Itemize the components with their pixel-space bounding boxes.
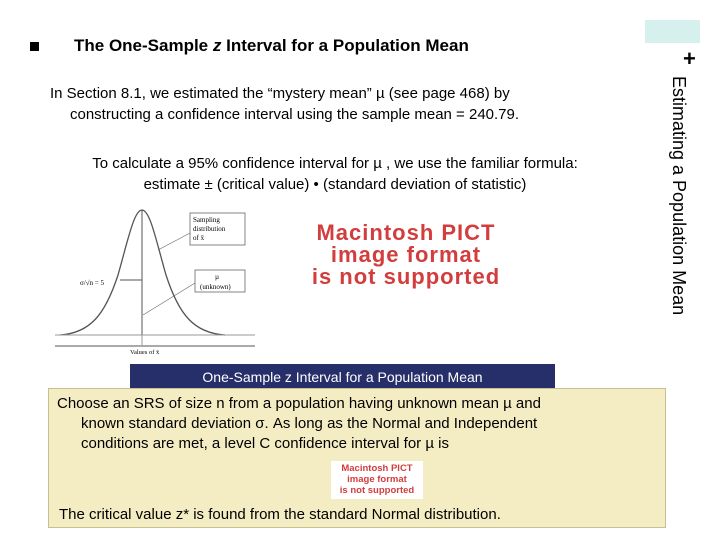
intro-paragraph: In Section 8.1, we estimated the “mystery mean” µ (see page 468) by constructing a confidence interval using the sample mean = 240.79. — [50, 85, 520, 123]
formula-image-placeholder: Macintosh PICT image format is not supported — [331, 461, 423, 499]
svg-text:of x̄: of x̄ — [193, 234, 205, 242]
slide-title: The One-Sample z Interval for a Population Mean — [74, 36, 469, 55]
title-bullet — [30, 42, 39, 51]
image-placeholder: Macintosh PICT image format is not supported — [275, 222, 537, 294]
plus-icon: + — [683, 46, 696, 71]
box-header: One-Sample z Interval for a Population Mean — [130, 364, 555, 388]
svg-text:distribution: distribution — [193, 225, 226, 233]
svg-text:Values of x̄: Values of x̄ — [130, 349, 160, 355]
svg-text:Sampling: Sampling — [193, 216, 220, 224]
svg-text:µ: µ — [215, 273, 220, 281]
definition-box: Choose an SRS of size n from a population having unknown mean µ and known standard deviation σ. As long as the Normal and Independent conditions are met, a level C confidence interval for µ is Macintosh PICT image format is not supported The critical value z* is found from the standard Normal distribution. — [48, 388, 666, 528]
formula-paragraph: To calculate a 95% confidence interval for µ , we use the familiar formula: estimate ± (critical value) • (standard deviation of statistic) — [92, 155, 578, 193]
accent-bar — [645, 20, 700, 43]
section-side-label: Estimating a Population Mean — [669, 76, 689, 316]
critical-value-note: The critical value z* is found from the standard Normal distribution. — [59, 506, 501, 523]
sampling-distribution-figure — [50, 205, 265, 355]
svg-text:(unknown): (unknown) — [200, 283, 231, 291]
svg-text:σ/√n = 5: σ/√n = 5 — [80, 279, 105, 287]
